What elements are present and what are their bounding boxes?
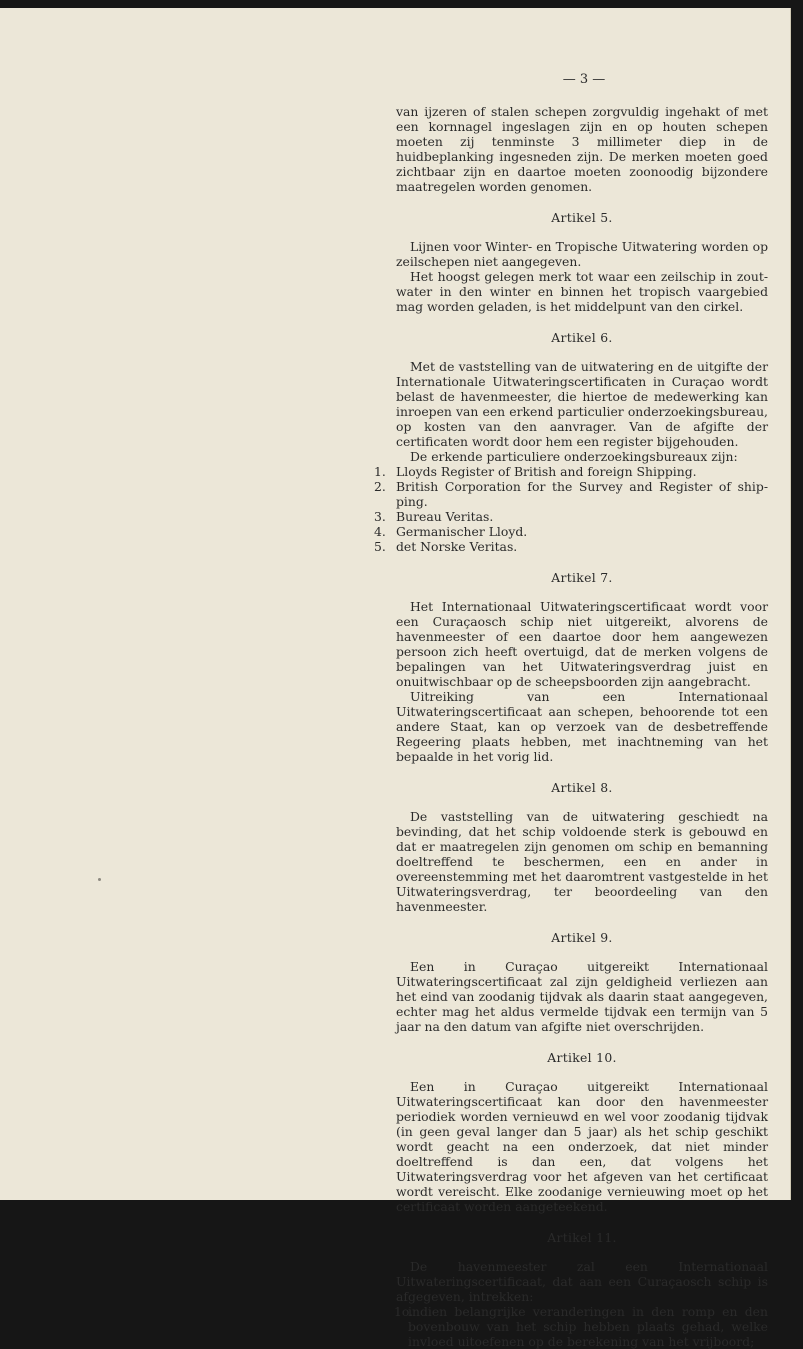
article-7-heading: Artikel 7. [551, 570, 613, 585]
article-11-paragraph-1: De havenmeester zal een Internationaal Uitwateringscertificaat, dat aan een Curaçaosch schip is afgegeven, intrekken: [396, 1259, 768, 1304]
article-10-heading: Artikel 10. [547, 1050, 617, 1065]
bureaux-list [374, 464, 768, 554]
list-item: 1o. indien belangrijke veranderingen in den romp en den bovenbouw van het schip hebben plaats gehad, welke invloed uitoefenen op de berekening van het vrijboord; [394, 1304, 768, 1349]
article-6-paragraph-2: De erkende particuliere onderzoekingsbureaux zijn: [410, 449, 738, 464]
article-5-paragraph-1: Lijnen voor Winter- en Tropische Uitwatering worden op zeilschepen niet aangegeven. [396, 239, 768, 269]
paper-speck [98, 878, 101, 881]
article-9-heading: Artikel 9. [551, 930, 613, 945]
list-item: 3. Bureau Veritas. [374, 509, 494, 524]
intro-paragraph: van ijzeren of stalen schepen zorgvuldig ingehakt of met een kornnagel ingeslagen zijn en op houten schepen moeten zij tenminste 3 millimeter diep in de huidbeplanking ingesneden zijn. De merken moeten goed zichtbaar zijn en daartoe moeten zoonoodig bijzondere maatregelen worden genomen. [396, 104, 768, 194]
article-10-paragraph-1: Een in Curaçao uitgereikt Internationaal Uitwateringscertificaat kan door den havenmeester periodiek worden vernieuwd en wel voor zoodanig tijdvak (in geen geval langer dan 5 jaar) als het schip geschikt wordt geacht na een onderzoek, dat niet minder doeltreffend is dan een, dat volgens het Uitwateringsverdrag voor het afgeven van het certificaat wordt vereischt. Elke zoodanige vernieuwing moet op het certificaat worden aangeteekend. [396, 1079, 768, 1214]
list-item: 2. British Corporation for the Survey and Register of shipping. [374, 479, 768, 509]
article-5-heading: Artikel 5. [551, 210, 613, 225]
article-11-heading: Artikel 11. [547, 1230, 617, 1245]
article-7-paragraph-1: Het Internationaal Uitwateringscertificaat wordt voor een Curaçaosch schip niet uitgereikt, alvorens de havenmeester of een daartoe door hem aangewezen persoon zich heeft overtuigd, dat de merken volgens de bepalingen van het Uitwateringsverdrag juist en onuitwischbaar op de scheepsboorden zijn aangebracht. [396, 599, 768, 689]
revocation-list [396, 1304, 768, 1349]
list-item: 1. Lloyds Register of British and foreign Shipping. [374, 464, 697, 479]
article-9-paragraph-1: Een in Curaçao uitgereikt Internationaal Uitwateringscertificaat zal zijn geldigheid verliezen aan het eind van zoodanig tijdvak als daarin staat aangegeven, echter mag het aldus vermelde tijdvak een termijn van 5 jaar na den datum van afgifte niet overschrijden. [396, 959, 768, 1034]
article-6-heading: Artikel 6. [551, 330, 613, 345]
article-6-paragraph-1: Met de vaststelling van de uitwatering en de uitgifte der Internationale Uitwateringscertificaten in Curaçao wordt belast de havenmeester, die hiertoe de medewerking kan inroepen van een erkend particulier onderzoekingsbureau, op kosten van den aanvrager. Van de afgifte der certificaten wordt door hem een register bijgehouden. [396, 359, 768, 449]
document-body [374, 104, 768, 1349]
article-8-heading: Artikel 8. [551, 780, 613, 795]
document-page [0, 8, 791, 1349]
page-number: — 3 — [562, 72, 606, 87]
list-item: 4. Germanischer Lloyd. [374, 524, 528, 539]
list-item: 5. det Norske Veritas. [374, 539, 518, 554]
article-8-paragraph-1: De vaststelling van de uitwatering geschiedt na bevinding, dat het schip voldoende sterk is gebouwd en dat er maatregelen zijn genomen om schip en bemanning doeltreffend te beschermen, een en ander in overeenstemming met het daaromtrent vastgestelde in het Uitwateringsverdrag, ter beoordeeling van den havenmeester. [396, 809, 768, 914]
article-5-paragraph-2: Het hoogst gelegen merk tot waar een zeilschip in zoutwater in den winter en binnen het tropisch vaargebied mag worden geladen, is het middelpunt van den cirkel. [396, 269, 768, 314]
article-7-paragraph-2: Uitreiking van een Internationaal Uitwateringscertificaat aan schepen, behoorende tot een andere Staat, kan op verzoek van de desbetreffende Regeering plaats hebben, met inachtneming van het bepaalde in het vorig lid. [396, 689, 768, 764]
